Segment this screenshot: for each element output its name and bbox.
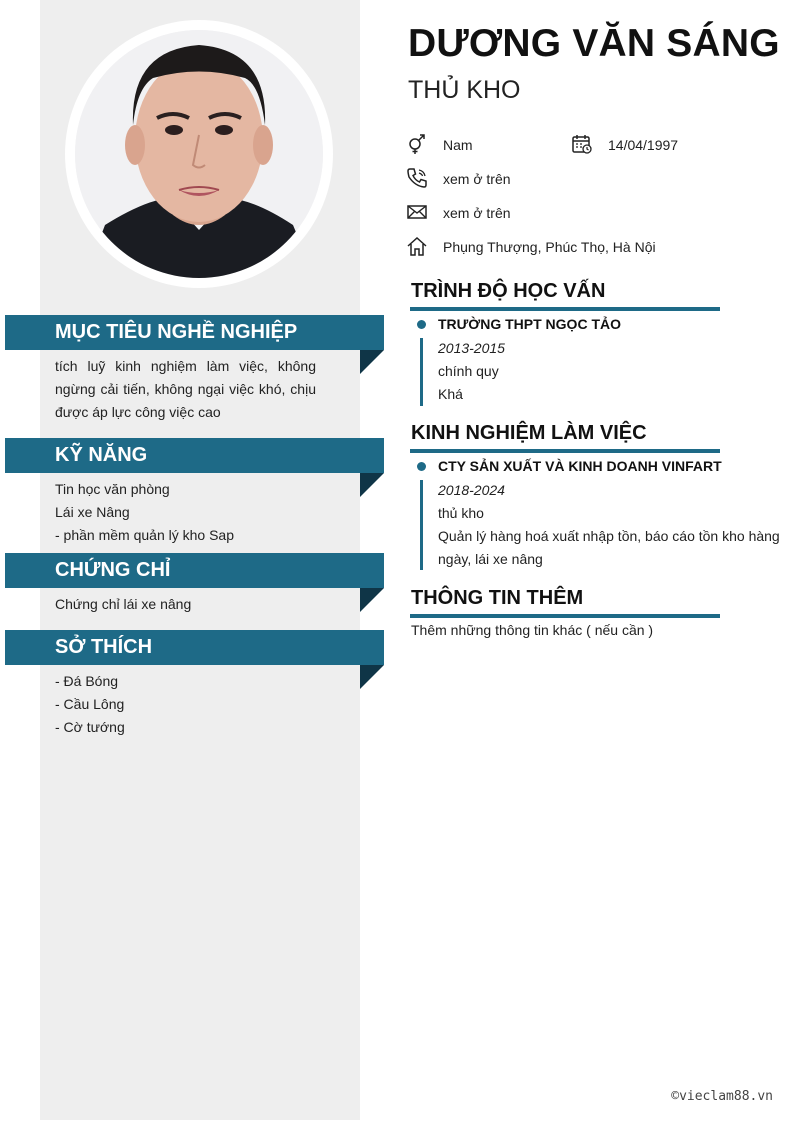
watermark: ©vieclam88.vn (671, 1089, 773, 1104)
skill-item: - phần mềm quản lý kho Sap (55, 527, 234, 543)
education-type: chính quy (438, 363, 499, 379)
gender-icon (406, 133, 428, 155)
education-period: 2013-2015 (438, 340, 505, 356)
experience-period: 2018-2024 (438, 482, 505, 498)
additional-text: Thêm những thông tin khác ( nếu cần ) (411, 622, 654, 638)
banner-fold (360, 473, 384, 497)
section-rule (410, 449, 720, 453)
timeline-bar (420, 480, 423, 570)
hobbies-list (55, 670, 316, 739)
timeline-dot (417, 320, 426, 329)
certificate-item: Chứng chỉ lái xe nâng (55, 596, 192, 612)
banner-fold (360, 588, 384, 612)
skill-item: Lái xe Nâng (55, 504, 130, 520)
section-rule (410, 307, 720, 311)
experience-role: thủ kho (438, 505, 484, 521)
avatar-frame (65, 20, 333, 288)
company-name: CTY SẢN XUẤT VÀ KINH DOANH VINFART (438, 458, 722, 474)
skills-list (55, 478, 316, 547)
objective-text: tích luỹ kinh nghiệm làm việc, không ngừng cải tiến, không ngại việc khó, chịu được áp lực công việc cao (55, 358, 316, 420)
skill-item: Tin học văn phòng (55, 481, 170, 497)
home-icon (406, 235, 428, 257)
avatar-photo (75, 30, 323, 278)
certificates-heading: CHỨNG CHỈ (5, 553, 384, 588)
objective-heading: MỤC TIÊU NGHỀ NGHIỆP (5, 315, 384, 350)
birthday-value: 14/04/1997 (608, 137, 679, 153)
candidate-position: THỦ KHO (408, 76, 521, 104)
phone-icon (406, 167, 428, 189)
education-heading: TRÌNH ĐỘ HỌC VẤN (411, 280, 606, 302)
education-grade: Khá (438, 386, 463, 402)
candidate-name: DƯƠNG VĂN SÁNG (408, 22, 780, 65)
timeline-bar (420, 338, 423, 406)
mail-icon (406, 201, 428, 223)
section-rule (410, 614, 720, 618)
hobbies-heading: SỞ THÍCH (5, 630, 384, 665)
school-name: TRƯỜNG THPT NGỌC TẢO (438, 316, 621, 332)
hobby-item: - Cầu Lông (55, 696, 125, 712)
certificates-list (55, 593, 316, 616)
additional-heading: THÔNG TIN THÊM (411, 587, 584, 609)
skills-heading: KỸ NĂNG (5, 438, 384, 473)
phone-value: xem ở trên (443, 171, 511, 187)
experience-heading: KINH NGHIỆM LÀM VIỆC (411, 422, 647, 444)
email-value: xem ở trên (443, 205, 511, 221)
timeline-dot (417, 462, 426, 471)
hobby-item: - Cờ tướng (55, 719, 125, 735)
gender-value: Nam (443, 137, 473, 153)
calendar-icon (571, 133, 593, 155)
experience-description: Quản lý hàng hoá xuất nhập tồn, báo cáo tồn kho hàng ngày, lái xe nâng (438, 528, 780, 567)
address-value: Phụng Thượng, Phúc Thọ, Hà Nội (443, 239, 656, 255)
hobby-item: - Đá Bóng (55, 673, 119, 689)
banner-fold (360, 350, 384, 374)
banner-fold (360, 665, 384, 689)
